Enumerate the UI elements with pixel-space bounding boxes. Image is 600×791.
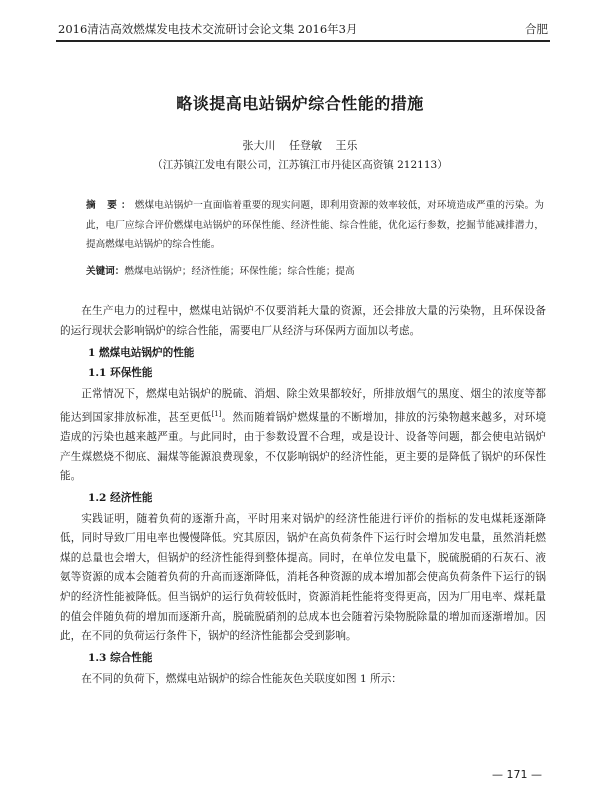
paragraph-1-1-part-a: 正常情况下，燃煤电站锅炉的脱硫、消烟、除尘效果都较好，所排放烟气的黑度、烟尘的浓度等都能达到国家排放标准，甚至更低: [60, 388, 546, 424]
subsection-heading-1-2: 1.2 经济性能: [88, 491, 153, 504]
body-text: [60, 302, 546, 689]
keywords: [86, 262, 544, 281]
keywords-text: 燃煤电站锅炉；经济性能；环保性能；综合性能；提高: [124, 266, 355, 277]
paragraph-1-3: 在不同的负荷下，燃煤电站锅炉的综合性能灰色关联度如图 1 所示：: [81, 672, 402, 685]
section-heading-1: 1 燃煤电站锅炉的性能: [88, 347, 195, 360]
subsection-heading-1-3: 1.3 综合性能: [88, 651, 153, 664]
header-rule: [56, 40, 550, 42]
abstract-text: 燃煤电站锅炉一直面临着重要的现实问题，即利用资源的效率较低，对环境造成严重的污染。为此，电厂应综合评价燃煤电站锅炉的环保性能、经济性能、综合性能，优化运行参数，挖掘节能减排潜力，提高燃煤电站锅炉的综合性能。: [86, 200, 545, 250]
conference-location: 合肥: [525, 22, 548, 36]
citation-ref-1: [1]: [211, 409, 222, 418]
keywords-label: 关键词：: [86, 266, 125, 277]
running-header: [58, 22, 548, 36]
subsection-heading-1-1: 1.1 环保性能: [88, 367, 153, 380]
abstract-label: 摘 要：: [86, 200, 135, 211]
paragraph-1-2: 实践证明，随着负荷的逐渐升高，平时用来对锅炉的经济性能进行评价的指标的发电煤耗逐渐降低，同时导致厂用电率也慢慢降低。究其原因，锅炉在高负荷条件下运行时会增加发电量，虽然消耗燃煤的总量也会增大，但锅炉的经济性能得到整体提高。同时，在单位发电量下，脱硫脱硝的石灰石、液氨等资源的成本会随着负荷的升高而逐渐降低，消耗各种资源的成本增加都会使高负荷条件下运行的锅炉的经济性能被降低。但当锅炉的运行负荷较低时，资源消耗性能将变得更高，因为厂用电率、煤耗量的值会伴随负荷的增加而逐渐升高，脱硫脱硝剂的总成本也会随着污染物脱除量的增加而逐渐增加。因此，在不同的负荷运行条件下，锅炉的经济性能都会受到影响。: [60, 512, 546, 643]
paper-title: 略谈提高电站锅炉综合性能的措施: [176, 94, 424, 113]
authors: 张大川 任登敏 王乐: [242, 139, 358, 152]
paragraph-1-1-part-b: 。然而随着锅炉燃煤量的不断增加，排放的污染物越来越多，对环境造成的污染也越来越严重。与此同时，由于参数设置不合理，或是设计、设备等问题，都会使电站锅炉产生煤燃烧不彻底、漏煤等能源浪费现象，不仅影响锅炉的经济性能，更主要的是降低了锅炉的环保性能。: [60, 411, 547, 483]
paragraph-1-1: [60, 385, 546, 487]
page-number: — 171 —: [492, 768, 542, 781]
abstract: [86, 196, 544, 255]
journal-name: 2016清洁高效燃煤发电技术交流研讨会论文集 2016年3月: [58, 22, 358, 36]
affiliation: （江苏镇江发电有限公司，江苏镇江市丹徒区高资镇 212113）: [152, 159, 448, 171]
intro-paragraph: 在生产电力的过程中，燃煤电站锅炉不仅要消耗大量的资源，还会排放大量的污染物，且环保设备的运行现状会影响锅炉的综合性能，需要电厂从经济与环保两方面加以考虑。: [60, 305, 546, 337]
